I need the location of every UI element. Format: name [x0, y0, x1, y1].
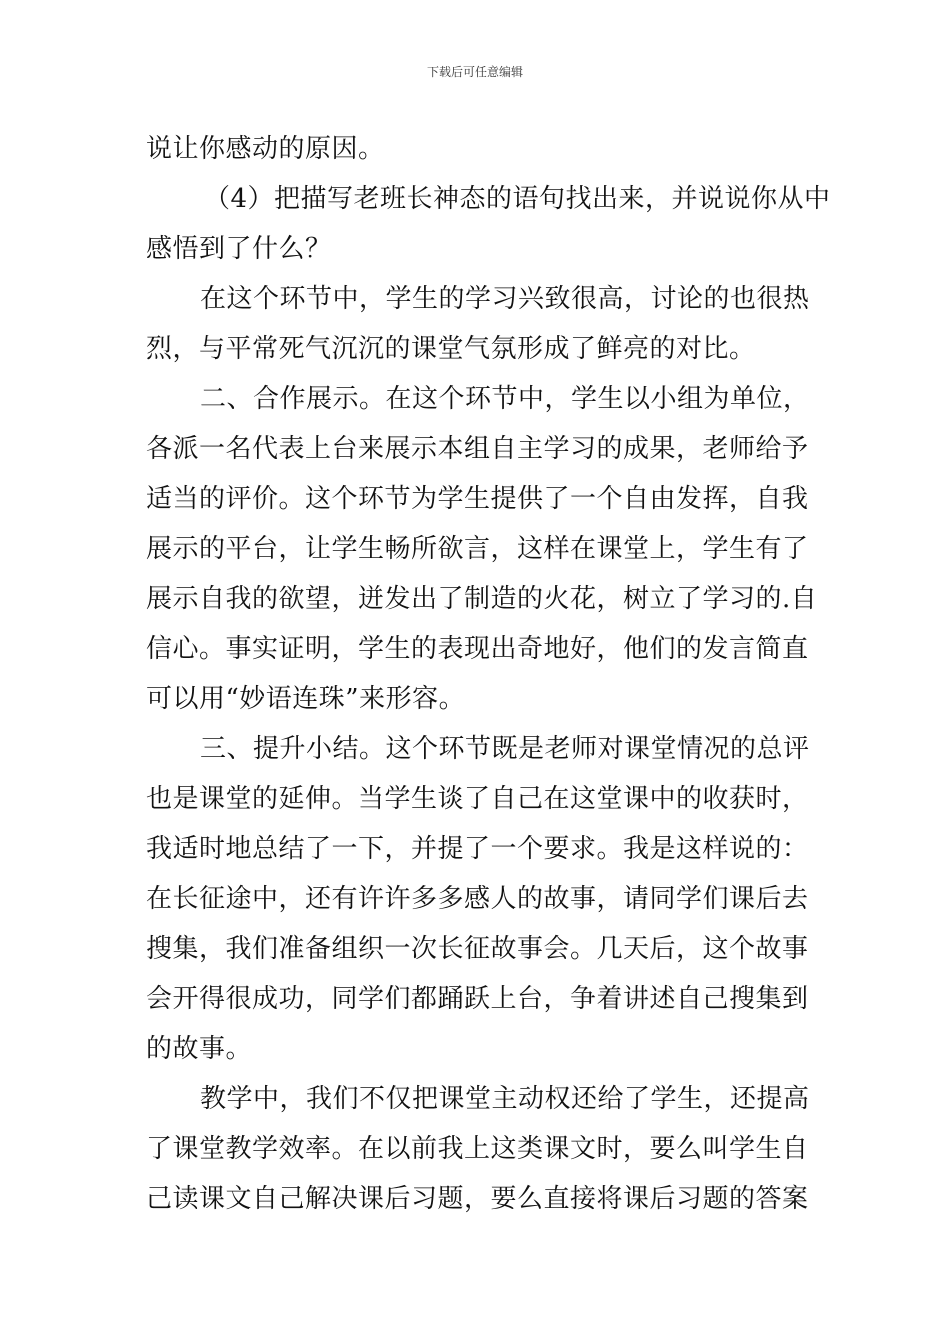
text-line: 三、提升小结。这个环节既是老师对课堂情况的总评 [200, 734, 810, 764]
text-line: 在长征途中，还有许许多多感人的故事，请同学们课后去 [146, 884, 809, 914]
text-line: 烈，与平常死气沉沉的课堂气氛形成了鲜亮的对比。 [146, 334, 756, 364]
text-line: 可以用“妙语连珠”来形容。 [146, 684, 466, 714]
text-line: 在这个环节中，学生的学习兴致很高，讨论的也很热 [200, 284, 810, 314]
text-line: 信心。事实证明，学生的表现出奇地好，他们的发言简直 [146, 634, 809, 664]
text-line: 感悟到了什么？ [146, 234, 332, 264]
document-body [146, 124, 831, 1224]
text-line: 各派一名代表上台来展示本组自主学习的成果，老师给予 [146, 434, 809, 464]
text-line: 也是课堂的延伸。当学生谈了自己在这堂课中的收获时， [146, 784, 809, 814]
text-line: 的故事。 [146, 1034, 253, 1064]
text-line: 会开得很成功，同学们都踊跃上台，争着讲述自己搜集到 [146, 984, 809, 1014]
page-header: 下载后可任意编辑 [426, 65, 523, 79]
text-line: 展示的平台，让学生畅所欲言，这样在课堂上，学生有了 [146, 534, 809, 564]
text-line: （4）把描写老班长神态的语句找出来，并说说你从中 [204, 184, 831, 214]
text-line: 搜集，我们准备组织一次长征故事会。几天后，这个故事 [146, 934, 809, 964]
text-line: 适当的评价。这个环节为学生提供了一个自由发挥，自我 [146, 484, 809, 514]
text-line: 二、合作展示。在这个环节中，学生以小组为单位， [200, 384, 810, 414]
text-line: 我适时地总结了一下，并提了一个要求。我是这样说的： [146, 834, 809, 864]
text-line: 教学中，我们不仅把课堂主动权还给了学生，还提高 [200, 1084, 810, 1114]
text-line: 了课堂教学效率。在以前我上这类课文时，要么叫学生自 [146, 1134, 809, 1164]
text-line: 说让你感动的原因。 [146, 134, 385, 164]
text-line: 己读课文自己解决课后习题，要么直接将课后习题的答案 [146, 1184, 809, 1214]
text-line: 展示自我的欲望，迸发出了制造的火花，树立了学习的.自 [146, 584, 818, 614]
